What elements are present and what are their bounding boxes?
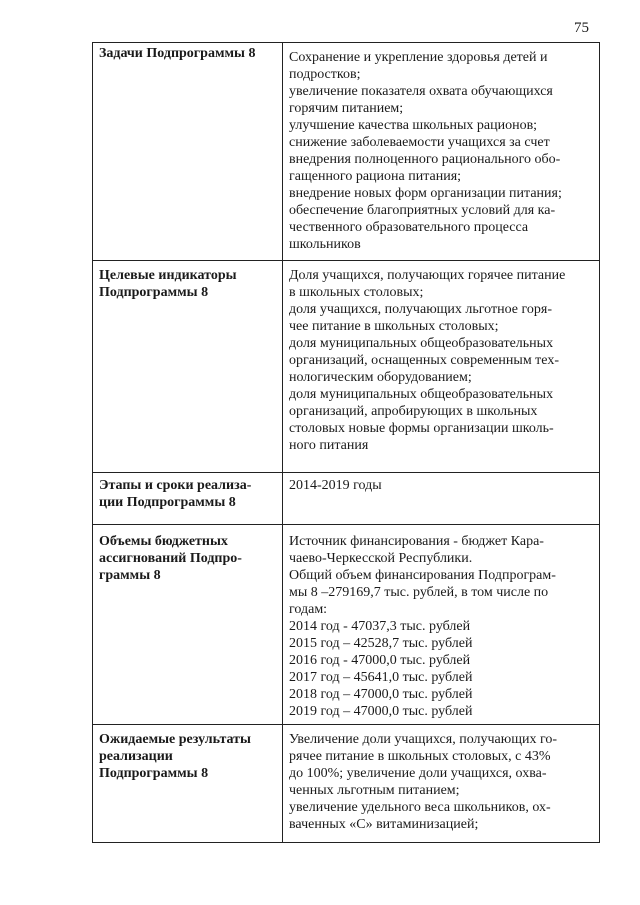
row-content (283, 43, 600, 261)
content-line: до 100%; увеличение доли учащихся, охва- (289, 766, 547, 781)
label-line: граммы 8 (99, 568, 161, 583)
content-line: ваченных «С» витаминизацией; (289, 817, 479, 832)
content-line: увеличение показателя охвата обучающихся (289, 84, 553, 99)
content-line: 2019 год – 47000,0 тыс. рублей (289, 704, 473, 719)
row-content (283, 525, 600, 725)
label-line: Ожидаемые результаты (99, 732, 251, 747)
label-line: ции Подпрограммы 8 (99, 495, 236, 510)
content-line: Сохранение и укрепление здоровья детей и (289, 50, 548, 65)
content-line: 2018 год – 47000,0 тыс. рублей (289, 687, 473, 702)
label-line: Задачи Подпрограммы 8 (99, 46, 256, 61)
content-line: доля муниципальных общеобразовательных (289, 336, 554, 351)
content-line: школьников (289, 237, 361, 252)
label-line: Подпрограммы 8 (99, 285, 209, 300)
row-content (283, 473, 600, 525)
row-content (283, 261, 600, 473)
label-line: реализации (99, 749, 173, 764)
label-line: ассигнований Подпро- (99, 551, 242, 566)
content-line: гащенного рациона питания; (289, 169, 462, 184)
row-label (93, 725, 283, 843)
row-label (93, 261, 283, 473)
subprogram-passport-table (92, 42, 600, 843)
content-line: подростков; (289, 67, 361, 82)
content-line: снижение заболеваемости учащихся за счет (289, 135, 550, 150)
content-line: 2017 год – 45641,0 тыс. рублей (289, 670, 473, 685)
content-line: Доля учащихся, получающих горячее питание (289, 268, 566, 283)
content-line: ченных льготным питанием; (289, 783, 460, 798)
table-row-indicators (93, 261, 600, 473)
label-line: Этапы и сроки реализа- (99, 478, 252, 493)
table-row-budget (93, 525, 600, 725)
row-content (283, 725, 600, 843)
label-line: Объемы бюджетных (99, 534, 228, 549)
table-row-tasks (93, 43, 600, 261)
content-line: организаций, оснащенных современным тех- (289, 353, 559, 368)
content-line: горячим питанием; (289, 101, 404, 116)
content-line: чее питание в школьных столовых; (289, 319, 499, 334)
content-line: доля муниципальных общеобразовательных (289, 387, 554, 402)
content-line: улучшение качества школьных рационов; (289, 118, 538, 133)
content-line: внедрение новых форм организации питания; (289, 186, 562, 201)
label-line: Подпрограммы 8 (99, 766, 209, 781)
content-line: 2015 год – 42528,7 тыс. рублей (289, 636, 473, 651)
content-line: рячее питание в школьных столовых, с 43% (289, 749, 551, 764)
row-label (93, 43, 283, 261)
content-line: Общий объем финансирования Подпрограм- (289, 568, 556, 583)
content-line: Увеличение доли учащихся, получающих го- (289, 732, 558, 747)
label-line: Целевые индикаторы (99, 268, 237, 283)
content-line: столовых новые формы организации школь- (289, 421, 554, 436)
table-row-timeline (93, 473, 600, 525)
page-number: 75 (574, 20, 589, 36)
content-line: увеличение удельного веса школьников, ох- (289, 800, 551, 815)
content-line: ного питания (289, 438, 369, 453)
content-line: 2016 год - 47000,0 тыс. рублей (289, 653, 471, 668)
row-label (93, 473, 283, 525)
content-line: 2014-2019 годы (289, 478, 382, 493)
table-row-results (93, 725, 600, 843)
content-line: внедрения полноценного рационального обо- (289, 152, 561, 167)
content-line: мы 8 –279169,7 тыс. рублей, в том числе по (289, 585, 549, 600)
content-line: обеспечение благоприятных условий для ка- (289, 203, 556, 218)
content-line: 2014 год - 47037,3 тыс. рублей (289, 619, 471, 634)
content-line: нологическим оборудованием; (289, 370, 472, 385)
content-line: доля учащихся, получающих льготное горя- (289, 302, 552, 317)
row-label (93, 525, 283, 725)
content-line: чественного образовательного процесса (289, 220, 529, 235)
content-line: организаций, апробирующих в школьных (289, 404, 538, 419)
content-line: в школьных столовых; (289, 285, 424, 300)
content-line: чаево-Черкесской Республики. (289, 551, 473, 566)
content-line: годам: (289, 602, 328, 617)
content-line: Источник финансирования - бюджет Кара- (289, 534, 544, 549)
